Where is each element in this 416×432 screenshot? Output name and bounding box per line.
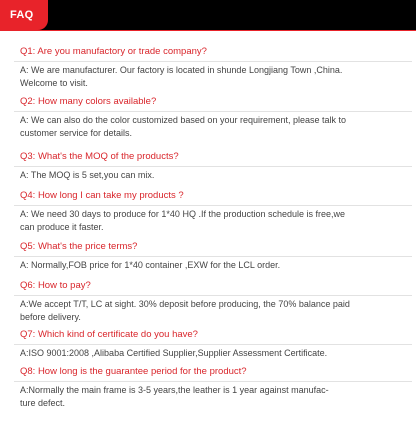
- question-divider: [14, 256, 412, 257]
- faq-header-bar: [0, 0, 416, 30]
- faq-question: Q5: What's the price terms?: [20, 241, 138, 252]
- question-divider: [14, 295, 412, 296]
- question-divider: [14, 344, 412, 345]
- question-divider: [14, 381, 412, 382]
- faq-question: Q6: How to pay?: [20, 280, 91, 291]
- faq-answer: A: We can also do the color customized based on your requirement, please talk to customer service for details.: [20, 115, 347, 138]
- header-divider: [0, 30, 416, 31]
- faq-answer: A: Normally,FOB price for 1*40 container ,EXW for the LCL order.: [20, 260, 281, 270]
- question-divider: [14, 61, 412, 62]
- faq-question: Q2: How many colors available?: [20, 96, 157, 107]
- faq-header-tab: [0, 0, 48, 30]
- faq-question: Q3: What's the MOQ of the products?: [20, 151, 179, 162]
- faq-answer: A:ISO 9001:2008 ,Alibaba Certified Supplier,Supplier Assessment Certificate.: [20, 348, 328, 358]
- question-divider: [14, 205, 412, 206]
- question-divider: [14, 111, 412, 112]
- faq-question: Q1: Are you manufactory or trade company?: [20, 46, 207, 57]
- faq-question: Q8: How long is the guarantee period for the product?: [20, 366, 247, 377]
- faq-answer: A: We are manufacturer. Our factory is located in shunde Longjiang Town ,China. Welcome to visit.: [20, 65, 343, 88]
- faq-answer: A: The MOQ is 5 set,you can mix.: [20, 170, 155, 180]
- faq-title: FAQ: [10, 9, 34, 21]
- faq-answer: A:We accept T/T, LC at sight. 30% deposit before producing, the 70% balance paid before delivery.: [20, 299, 350, 322]
- question-divider: [14, 166, 412, 167]
- faq-question: Q4: How long I can take my products ?: [20, 190, 184, 201]
- faq-question: Q7: Which kind of certificate do you have?: [20, 329, 198, 340]
- faq-answer: A:Normally the main frame is 3-5 years,the leather is 1 year against manufac- ture defect.: [20, 385, 329, 408]
- faq-answer: A: We need 30 days to produce for 1*40 HQ .If the production schedule is free,we can produce it faster.: [20, 209, 346, 232]
